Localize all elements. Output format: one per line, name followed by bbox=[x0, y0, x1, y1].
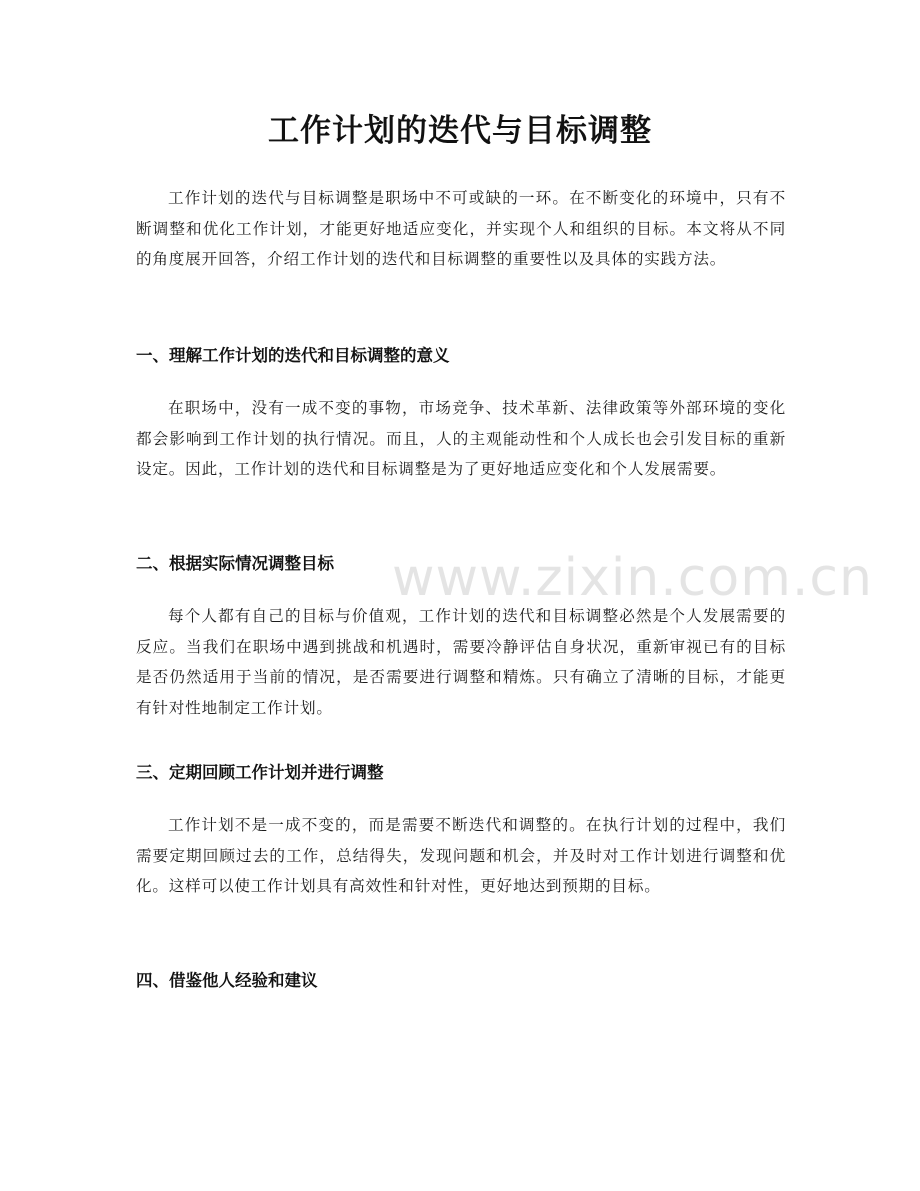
watermark: www.zixin.com.cn bbox=[392, 548, 873, 608]
section-heading-4: 四、借鉴他人经验和建议 bbox=[136, 971, 318, 990]
document-title: 工作计划的迭代与目标调整 bbox=[268, 113, 652, 149]
section-heading-1: 一、理解工作计划的迭代和目标调整的意义 bbox=[136, 346, 450, 365]
section-heading-2: 二、根据实际情况调整目标 bbox=[136, 554, 334, 573]
section-body-1: 在职场中，没有一成不变的事物，市场竞争、技术革新、法律政策等外部环境的变化都会影响到工作计划的执行情况。而且，人的主观能动性和个人成长也会引发目标的重新设定。因此，工作计划的迭代和目标调整是为了更好地适应变化和个人发展需要。 bbox=[136, 399, 786, 478]
section-heading-3: 三、定期回顾工作计划并进行调整 bbox=[136, 763, 384, 782]
section-body-3: 工作计划不是一成不变的，而是需要不断迭代和调整的。在执行计划的过程中，我们需要定期回顾过去的工作，总结得失，发现问题和机会，并及时对工作计划进行调整和优化。这样可以使工作计划具有高效性和针对性，更好地达到预期的目标。 bbox=[136, 816, 786, 895]
section-body-2: 每个人都有自己的目标与价值观，工作计划的迭代和目标调整必然是个人发展需要的反应。当我们在职场中遇到挑战和机遇时，需要冷静评估自身状况，重新审视已有的目标是否仍然适用于当前的情况，是否需要进行调整和精炼。只有确立了清晰的目标，才能更有针对性地制定工作计划。 bbox=[136, 607, 786, 717]
intro-paragraph: 工作计划的迭代与目标调整是职场中不可或缺的一环。在不断变化的环境中，只有不断调整和优化工作计划，才能更好地适应变化，并实现个人和组织的目标。本文将从不同的角度展开回答，介绍工作计划的迭代和目标调整的重要性以及具体的实践方法。 bbox=[136, 189, 786, 268]
